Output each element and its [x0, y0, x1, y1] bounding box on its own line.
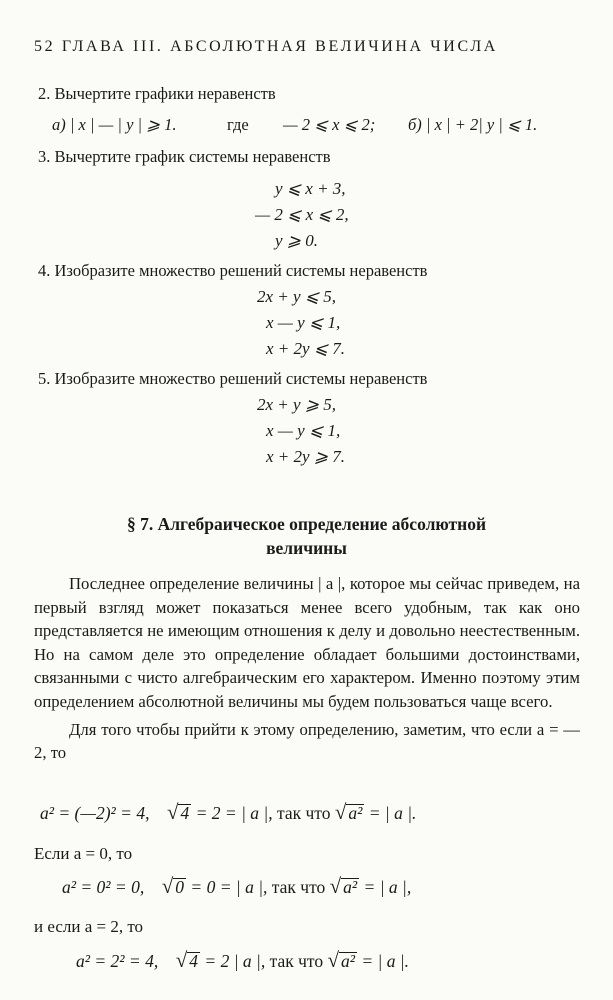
- sqrt-symbol: √: [327, 948, 339, 972]
- exercise-5-line-3: x + 2y ⩾ 7.: [266, 447, 346, 466]
- exercise-4-line-1: 2x + y ⩽ 5,: [257, 287, 337, 306]
- section-heading: [0, 512, 613, 560]
- paragraph-2: Для того чтобы прийти к этому определению, заметим, что если a = — 2, то: [34, 719, 580, 763]
- exercise-4-line-2: x — y ⩽ 1,: [266, 313, 341, 332]
- sqrt-symbol: √: [175, 948, 188, 972]
- formula-3-right: = | a |.: [356, 951, 410, 971]
- sqrt-symbol: √: [334, 800, 347, 824]
- formula-2-radicand-var: a²: [343, 877, 358, 897]
- case-a-zero: Если a = 0, то: [34, 844, 133, 863]
- chapter-title: ГЛАВА III. АБСОЛЮТНАЯ ВЕЛИЧИНА ЧИСЛА: [61, 38, 498, 55]
- exercise-3-line-2: — 2 ⩽ x ⩽ 2,: [255, 205, 349, 224]
- exercise-5-line-1: 2x + y ⩾ 5,: [257, 395, 337, 414]
- sqrt-symbol: √: [166, 800, 179, 824]
- exercise-4-title: 4. Изобразите множество решений системы неравенств: [38, 261, 428, 280]
- page-header: [34, 38, 498, 56]
- formula-3-text: так что: [269, 951, 324, 971]
- exercise-3-title: 3. Вычертите график системы неравенств: [38, 147, 331, 166]
- formula-3-mid: = 2 | a |,: [200, 951, 266, 971]
- exercise-2b: б) | x | + 2| y | ⩽ 1.: [408, 115, 538, 134]
- body-text: [34, 572, 580, 765]
- formula-3-radicand-var: a²: [340, 951, 355, 971]
- section-title-line-1: § 7. Алгебраическое определение абсолютной: [126, 514, 487, 534]
- formula-1-left: a² = (—2)² = 4,: [40, 803, 150, 823]
- sqrt-symbol: √: [329, 874, 342, 898]
- formula-3-radicand: 4: [189, 951, 199, 971]
- paragraph-1: Последнее определение величины | a |, которое мы сейчас приведем, на первый взгляд может показаться менее всего удобным, так как оно представляется не имеющим отношения к делу и довольно неестественным. Но на самом деле это определение обладает большими достоинствами, связанными с чисто алгебраическим его характером. Именно поэтому этим определением абсолютной величины мы будем пользоваться чаще всего.: [34, 574, 580, 711]
- exercise-2-where: где: [227, 115, 249, 134]
- exercise-2a: а) | x | — | y | ⩾ 1.: [52, 115, 177, 134]
- formula-1-text: так что: [276, 803, 331, 823]
- formula-3: [76, 948, 409, 973]
- exercise-3-line-1: y ⩽ x + 3,: [275, 179, 346, 198]
- formula-1-radicand-var: a²: [348, 803, 363, 823]
- formula-1-mid: = 2 = | a |,: [191, 803, 273, 823]
- formula-1-right: = | a |.: [364, 803, 417, 823]
- formula-1: [40, 800, 416, 825]
- exercise-2-title: 2. Вычертите графики неравенств: [38, 84, 276, 103]
- formula-2-right: = | a |,: [359, 877, 412, 897]
- sqrt-symbol: √: [161, 874, 174, 898]
- exercise-3-line-3: y ⩾ 0.: [275, 231, 319, 250]
- page-number: 52: [34, 38, 56, 55]
- formula-2-mid: = 0 = | a |,: [186, 877, 268, 897]
- formula-2: [62, 874, 411, 899]
- formula-2-radicand: 0: [175, 877, 185, 897]
- exercise-2-range: — 2 ⩽ x ⩽ 2;: [283, 115, 376, 134]
- exercise-4-line-3: x + 2y ⩽ 7.: [266, 339, 346, 358]
- case-a-two: и если a = 2, то: [34, 917, 144, 936]
- formula-2-text: так что: [271, 877, 326, 897]
- exercise-5-line-2: x — y ⩽ 1,: [266, 421, 341, 440]
- formula-3-left: a² = 2² = 4,: [76, 951, 159, 971]
- formula-2-left: a² = 0² = 0,: [62, 877, 145, 897]
- exercise-5-title: 5. Изобразите множество решений системы неравенств: [38, 369, 428, 388]
- section-title-line-2: величины: [266, 538, 347, 558]
- formula-1-radicand: 4: [180, 803, 190, 823]
